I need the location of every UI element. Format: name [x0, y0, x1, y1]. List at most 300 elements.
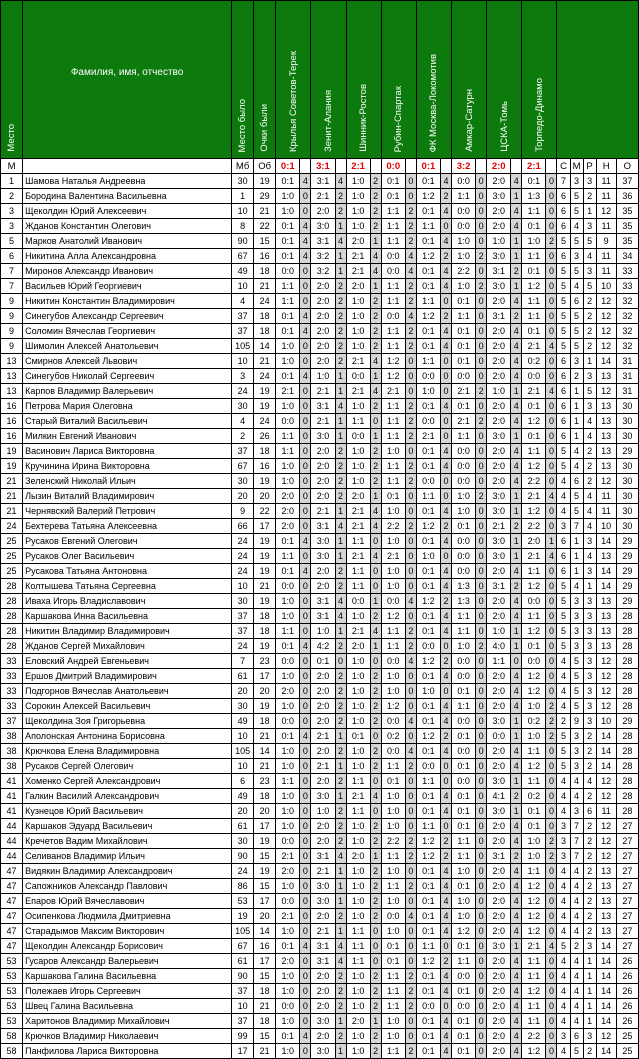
cell-place: 9: [1, 339, 23, 354]
cell-points-6: 0: [476, 579, 487, 594]
cell-points-5: 4: [440, 504, 451, 519]
cell-forecast-4: 0:1: [381, 954, 405, 969]
cell-points-3: 1: [370, 489, 381, 504]
cell-points-7: 4: [511, 354, 522, 369]
cell-place: 53: [1, 954, 23, 969]
cell-points-7: 4: [511, 204, 522, 219]
cell-stat-r: 5: [583, 279, 596, 294]
cell-points-6: 0: [476, 789, 487, 804]
cell-points-3: 2: [370, 909, 381, 924]
cell-forecast-6: 0:0: [452, 549, 476, 564]
cell-points-5: 2: [440, 249, 451, 264]
cell-forecast-6: 0:0: [452, 714, 476, 729]
cell-forecast-5: 2:1: [416, 429, 440, 444]
cell-forecast-7: 2:0: [487, 984, 511, 999]
cell-place: 41: [1, 789, 23, 804]
cell-points-2: 4: [335, 519, 346, 534]
cell-name: Каршакова Галина Васильевна: [23, 969, 232, 984]
cell-prev-points: 19: [254, 534, 276, 549]
table-row: [1, 909, 639, 924]
cell-points-3: 2: [370, 969, 381, 984]
cell-points-5: 4: [440, 669, 451, 684]
cell-forecast-8: 1:0: [522, 849, 546, 864]
cell-points-2: 4: [335, 399, 346, 414]
cell-forecast-1: 1:0: [276, 399, 300, 414]
cell-forecast-7: 3:1: [487, 579, 511, 594]
cell-forecast-5: 0:1: [416, 894, 440, 909]
cell-points-3: 0: [370, 954, 381, 969]
cell-forecast-6: 2:1: [452, 414, 476, 429]
cell-forecast-5: 0:1: [416, 564, 440, 579]
cell-forecast-3: 2:0: [346, 639, 370, 654]
cell-place: 38: [1, 729, 23, 744]
cell-points-6: 0: [476, 864, 487, 879]
cell-place: 21: [1, 474, 23, 489]
cell-points-7: 1: [511, 384, 522, 399]
header-match-8: Торпедо-Динамо: [522, 1, 557, 159]
cell-forecast-4: 0:0: [381, 654, 405, 669]
cell-points-7: 4: [511, 834, 522, 849]
cell-points-7: 4: [511, 984, 522, 999]
cell-points-6: 0: [476, 1029, 487, 1044]
cell-prev-points: 19: [254, 564, 276, 579]
cell-prev-points: 20: [254, 684, 276, 699]
cell-stat-r: 1: [583, 954, 596, 969]
cell-points-6: 0: [476, 834, 487, 849]
cell-stat-s: 6: [557, 354, 570, 369]
table-row: [1, 474, 639, 489]
cell-forecast-1: 2:0: [276, 684, 300, 699]
cell-prev-points: 19: [254, 834, 276, 849]
cell-points-5: 2: [440, 849, 451, 864]
cell-points-4: 0: [405, 444, 416, 459]
cell-points-5: 4: [440, 864, 451, 879]
cell-prev-place: 10: [232, 204, 254, 219]
cell-points-5: 4: [440, 279, 451, 294]
cell-forecast-8: 1:3: [522, 189, 546, 204]
cell-stat-m: 4: [570, 279, 583, 294]
cell-place: 47: [1, 939, 23, 954]
cell-name: Жданов Константин Олегович: [23, 219, 232, 234]
cell-name: Харитонов Владимир Михайлович: [23, 1014, 232, 1029]
cell-forecast-7: 2:0: [487, 609, 511, 624]
sub-pts: [370, 159, 381, 174]
cell-stat-o: 31: [616, 354, 638, 369]
cell-forecast-1: 1:0: [276, 669, 300, 684]
cell-stat-n: 13: [596, 399, 616, 414]
cell-points-1: 0: [300, 204, 311, 219]
cell-points-7: 4: [511, 459, 522, 474]
cell-points-1: 0: [300, 549, 311, 564]
cell-stat-o: 27: [616, 849, 638, 864]
cell-stat-s: 6: [557, 369, 570, 384]
cell-points-7: 4: [511, 954, 522, 969]
cell-forecast-5: 0:1: [416, 174, 440, 189]
cell-points-1: 4: [300, 369, 311, 384]
cell-stat-m: 6: [570, 294, 583, 309]
cell-name: Панфилова Лариса Викторовна: [23, 1044, 232, 1059]
cell-points-2: 1: [335, 414, 346, 429]
cell-forecast-6: 1:1: [452, 609, 476, 624]
cell-stat-m: 3: [570, 249, 583, 264]
cell-points-1: 0: [300, 699, 311, 714]
cell-stat-o: 28: [616, 609, 638, 624]
cell-points-3: 2: [370, 984, 381, 999]
cell-points-1: 0: [300, 984, 311, 999]
cell-points-4: 0: [405, 939, 416, 954]
cell-points-3: 4: [370, 549, 381, 564]
cell-points-3: 4: [370, 504, 381, 519]
cell-prev-place: 30: [232, 474, 254, 489]
cell-prev-place: 90: [232, 969, 254, 984]
cell-points-2: 2: [335, 324, 346, 339]
cell-stat-s: 5: [557, 234, 570, 249]
cell-points-6: 0: [476, 504, 487, 519]
cell-points-3: 2: [370, 759, 381, 774]
cell-stat-r: 4: [583, 249, 596, 264]
cell-place: 33: [1, 684, 23, 699]
cell-place: 9: [1, 324, 23, 339]
cell-stat-n: 12: [596, 669, 616, 684]
table-row: [1, 1014, 639, 1029]
cell-prev-points: 23: [254, 774, 276, 789]
cell-points-1: 0: [300, 654, 311, 669]
cell-points-5: 4: [440, 324, 451, 339]
cell-place: 16: [1, 429, 23, 444]
cell-name: Осипенкова Людмила Дмитриевна: [23, 909, 232, 924]
cell-place: 38: [1, 759, 23, 774]
cell-stat-m: 3: [570, 609, 583, 624]
cell-points-3: 2: [370, 339, 381, 354]
cell-points-1: 0: [300, 804, 311, 819]
cell-forecast-5: 0:1: [416, 534, 440, 549]
cell-points-8: 2: [546, 699, 557, 714]
cell-prev-place: 10: [232, 999, 254, 1014]
cell-points-3: 2: [370, 294, 381, 309]
cell-forecast-7: 2:0: [487, 999, 511, 1014]
cell-stat-r: 2: [583, 744, 596, 759]
cell-points-4: 2: [405, 234, 416, 249]
cell-points-1: 0: [300, 999, 311, 1014]
cell-forecast-8: 1:1: [522, 294, 546, 309]
cell-prev-points: 20: [254, 804, 276, 819]
cell-points-8: 0: [546, 864, 557, 879]
cell-points-3: 1: [370, 369, 381, 384]
cell-points-6: 2: [476, 639, 487, 654]
cell-points-4: 0: [405, 1029, 416, 1044]
cell-points-3: 2: [370, 204, 381, 219]
cell-name: Чернявский Валерий Петрович: [23, 504, 232, 519]
cell-stat-r: 2: [583, 849, 596, 864]
cell-prev-points: 18: [254, 264, 276, 279]
cell-prev-points: 17: [254, 519, 276, 534]
cell-place: 53: [1, 984, 23, 999]
cell-stat-m: 1: [570, 414, 583, 429]
cell-stat-s: 4: [557, 654, 570, 669]
cell-prev-points: 19: [254, 474, 276, 489]
cell-prev-place: 105: [232, 339, 254, 354]
cell-forecast-2: 2:0: [311, 834, 335, 849]
cell-points-7: 1: [511, 279, 522, 294]
sub-pts: [546, 159, 557, 174]
cell-prev-place: 20: [232, 804, 254, 819]
cell-stat-r: 2: [583, 909, 596, 924]
cell-stat-o: 34: [616, 249, 638, 264]
cell-forecast-4: 1:1: [381, 219, 405, 234]
cell-forecast-2: 2:0: [311, 564, 335, 579]
cell-forecast-1: 0:0: [276, 264, 300, 279]
cell-points-8: 0: [546, 309, 557, 324]
cell-points-3: 2: [370, 444, 381, 459]
cell-forecast-6: 1:2: [452, 924, 476, 939]
cell-points-1: 0: [300, 294, 311, 309]
cell-stat-o: 29: [616, 549, 638, 564]
cell-forecast-5: 0:1: [416, 444, 440, 459]
cell-stat-n: 11: [596, 174, 616, 189]
cell-forecast-5: 1:0: [416, 549, 440, 564]
cell-place: 19: [1, 459, 23, 474]
cell-points-8: 2: [546, 234, 557, 249]
cell-stat-n: 13: [596, 639, 616, 654]
cell-stat-o: 28: [616, 624, 638, 639]
cell-stat-r: 1: [583, 969, 596, 984]
cell-forecast-2: 3:1: [311, 174, 335, 189]
cell-name: Полежаев Игорь Сергеевич: [23, 984, 232, 999]
cell-name: Никитин Владимир Владимирович: [23, 624, 232, 639]
cell-points-2: 2: [335, 189, 346, 204]
cell-forecast-1: 2:0: [276, 489, 300, 504]
cell-points-8: 0: [546, 954, 557, 969]
cell-forecast-2: 2:0: [311, 819, 335, 834]
cell-points-8: 0: [546, 219, 557, 234]
cell-points-3: 0: [370, 804, 381, 819]
cell-forecast-4: 1:1: [381, 234, 405, 249]
cell-points-5: 4: [440, 924, 451, 939]
cell-stat-m: 4: [570, 894, 583, 909]
cell-forecast-1: 0:1: [276, 639, 300, 654]
cell-stat-n: 13: [596, 909, 616, 924]
cell-stat-r: 2: [583, 444, 596, 459]
cell-forecast-4: 1:0: [381, 894, 405, 909]
cell-forecast-7: 2:0: [487, 594, 511, 609]
cell-place: 7: [1, 279, 23, 294]
sub-result-4: 0:0: [381, 159, 405, 174]
cell-points-4: 0: [405, 504, 416, 519]
cell-stat-r: 2: [583, 924, 596, 939]
cell-forecast-8: 1:2: [522, 759, 546, 774]
cell-stat-s: 3: [557, 834, 570, 849]
cell-forecast-3: 1:1: [346, 774, 370, 789]
cell-points-6: 0: [476, 399, 487, 414]
cell-forecast-5: 1:2: [416, 594, 440, 609]
cell-forecast-7: 4:1: [487, 789, 511, 804]
cell-forecast-5: 0:1: [416, 1029, 440, 1044]
cell-forecast-4: 1:1: [381, 1044, 405, 1059]
cell-points-2: 1: [335, 789, 346, 804]
cell-name: Бородина Валентина Васильевна: [23, 189, 232, 204]
cell-stat-o: 32: [616, 294, 638, 309]
cell-forecast-8: 1:2: [522, 669, 546, 684]
cell-name: Каршаков Эдуард Васильевич: [23, 819, 232, 834]
cell-points-7: 1: [511, 249, 522, 264]
cell-points-7: 4: [511, 594, 522, 609]
cell-name: Смирнов Алексей Львович: [23, 354, 232, 369]
header-match-3: Шинник-Ростов: [346, 1, 381, 159]
cell-points-8: 4: [546, 549, 557, 564]
cell-stat-r: 3: [583, 399, 596, 414]
cell-forecast-5: 0:0: [416, 639, 440, 654]
cell-points-6: 0: [476, 444, 487, 459]
cell-forecast-4: 1:1: [381, 999, 405, 1014]
cell-place: 47: [1, 909, 23, 924]
cell-points-7: 4: [511, 369, 522, 384]
cell-points-3: 4: [370, 624, 381, 639]
cell-stat-n: 13: [596, 459, 616, 474]
cell-forecast-3: 1:1: [346, 954, 370, 969]
cell-points-6: 0: [476, 969, 487, 984]
cell-stat-n: 12: [596, 774, 616, 789]
cell-name: Русаков Сергей Олегович: [23, 759, 232, 774]
table-row: [1, 744, 639, 759]
cell-place: 33: [1, 654, 23, 669]
cell-points-1: 4: [300, 729, 311, 744]
cell-place: 25: [1, 564, 23, 579]
cell-forecast-6: 0:1: [452, 819, 476, 834]
cell-stat-o: 31: [616, 369, 638, 384]
cell-prev-place: 49: [232, 789, 254, 804]
cell-points-2: 2: [335, 699, 346, 714]
cell-points-3: 1: [370, 429, 381, 444]
cell-points-5: 2: [440, 309, 451, 324]
cell-points-2: 2: [335, 684, 346, 699]
cell-points-8: 0: [546, 474, 557, 489]
cell-forecast-2: 1:0: [311, 804, 335, 819]
cell-forecast-2: 3:1: [311, 594, 335, 609]
cell-forecast-7: 3:0: [487, 279, 511, 294]
cell-forecast-3: 1:0: [346, 999, 370, 1014]
cell-points-3: 2: [370, 714, 381, 729]
cell-prev-place: 61: [232, 819, 254, 834]
cell-points-8: 0: [546, 654, 557, 669]
cell-points-4: 0: [405, 564, 416, 579]
cell-points-1: 4: [300, 564, 311, 579]
cell-forecast-5: 1:0: [416, 684, 440, 699]
cell-points-8: 0: [546, 459, 557, 474]
table-row: [1, 624, 639, 639]
cell-prev-place: 49: [232, 264, 254, 279]
cell-stat-m: 6: [570, 474, 583, 489]
sub-stat-o: О: [616, 159, 638, 174]
cell-place: 47: [1, 879, 23, 894]
cell-forecast-7: 2:0: [487, 354, 511, 369]
cell-points-7: 2: [511, 579, 522, 594]
cell-points-6: 0: [476, 324, 487, 339]
cell-forecast-1: 2:0: [276, 954, 300, 969]
cell-stat-n: 12: [596, 384, 616, 399]
cell-points-8: 0: [546, 624, 557, 639]
cell-points-7: 4: [511, 399, 522, 414]
cell-points-2: 1: [335, 429, 346, 444]
cell-points-7: 4: [511, 894, 522, 909]
cell-forecast-7: 3:0: [487, 249, 511, 264]
cell-forecast-2: 3:1: [311, 234, 335, 249]
cell-points-3: 2: [370, 309, 381, 324]
cell-points-3: 4: [370, 519, 381, 534]
cell-points-5: 0: [440, 774, 451, 789]
cell-prev-points: 18: [254, 714, 276, 729]
cell-points-8: 0: [546, 504, 557, 519]
cell-forecast-2: 2:0: [311, 474, 335, 489]
cell-stat-n: 12: [596, 1029, 616, 1044]
cell-points-8: 0: [546, 684, 557, 699]
cell-forecast-6: 1:1: [452, 189, 476, 204]
cell-forecast-3: 1:0: [346, 669, 370, 684]
cell-forecast-7: 3:0: [487, 534, 511, 549]
cell-points-7: 4: [511, 924, 522, 939]
cell-points-7: 4: [511, 294, 522, 309]
table-row: [1, 804, 639, 819]
cell-points-5: 0: [440, 429, 451, 444]
cell-forecast-4: 1:0: [381, 1029, 405, 1044]
cell-stat-o: 30: [616, 519, 638, 534]
cell-stat-n: 14: [596, 564, 616, 579]
cell-forecast-8: 2:0: [522, 534, 546, 549]
cell-forecast-4: 1:0: [381, 804, 405, 819]
cell-forecast-3: 2:1: [346, 624, 370, 639]
cell-forecast-5: 1:2: [416, 954, 440, 969]
cell-stat-n: 12: [596, 204, 616, 219]
cell-forecast-6: 0:1: [452, 1014, 476, 1029]
cell-points-7: 1: [511, 189, 522, 204]
cell-stat-r: 5: [583, 384, 596, 399]
cell-stat-o: 35: [616, 219, 638, 234]
cell-forecast-7: 2:0: [487, 339, 511, 354]
cell-points-6: 0: [476, 984, 487, 999]
cell-forecast-2: 2:0: [311, 744, 335, 759]
cell-points-5: 0: [440, 474, 451, 489]
cell-points-6: 0: [476, 189, 487, 204]
cell-stat-o: 25: [616, 1044, 638, 1059]
cell-prev-points: 20: [254, 489, 276, 504]
cell-stat-m: 4: [570, 864, 583, 879]
cell-stat-r: 3: [583, 609, 596, 624]
cell-stat-r: 2: [583, 309, 596, 324]
cell-stat-m: 4: [570, 879, 583, 894]
cell-points-7: 1: [511, 534, 522, 549]
cell-forecast-5: 0:1: [416, 804, 440, 819]
cell-name: Видякин Владимир Александрович: [23, 864, 232, 879]
cell-forecast-7: 2:0: [487, 699, 511, 714]
cell-prev-points: 18: [254, 984, 276, 999]
table-row: [1, 369, 639, 384]
cell-name: Иваха Игорь Владиславович: [23, 594, 232, 609]
cell-points-7: 1: [511, 504, 522, 519]
cell-forecast-8: 1:2: [522, 879, 546, 894]
cell-forecast-7: 1:0: [487, 384, 511, 399]
cell-forecast-1: 1:0: [276, 924, 300, 939]
cell-points-8: 0: [546, 924, 557, 939]
cell-points-2: 2: [335, 444, 346, 459]
cell-points-8: 4: [546, 489, 557, 504]
cell-place: 58: [1, 1029, 23, 1044]
cell-forecast-1: 2:0: [276, 504, 300, 519]
cell-forecast-5: 1:2: [416, 249, 440, 264]
cell-stat-s: 4: [557, 474, 570, 489]
cell-points-1: 0: [300, 744, 311, 759]
cell-points-2: 1: [335, 624, 346, 639]
cell-points-1: 0: [300, 819, 311, 834]
cell-stat-s: 6: [557, 399, 570, 414]
